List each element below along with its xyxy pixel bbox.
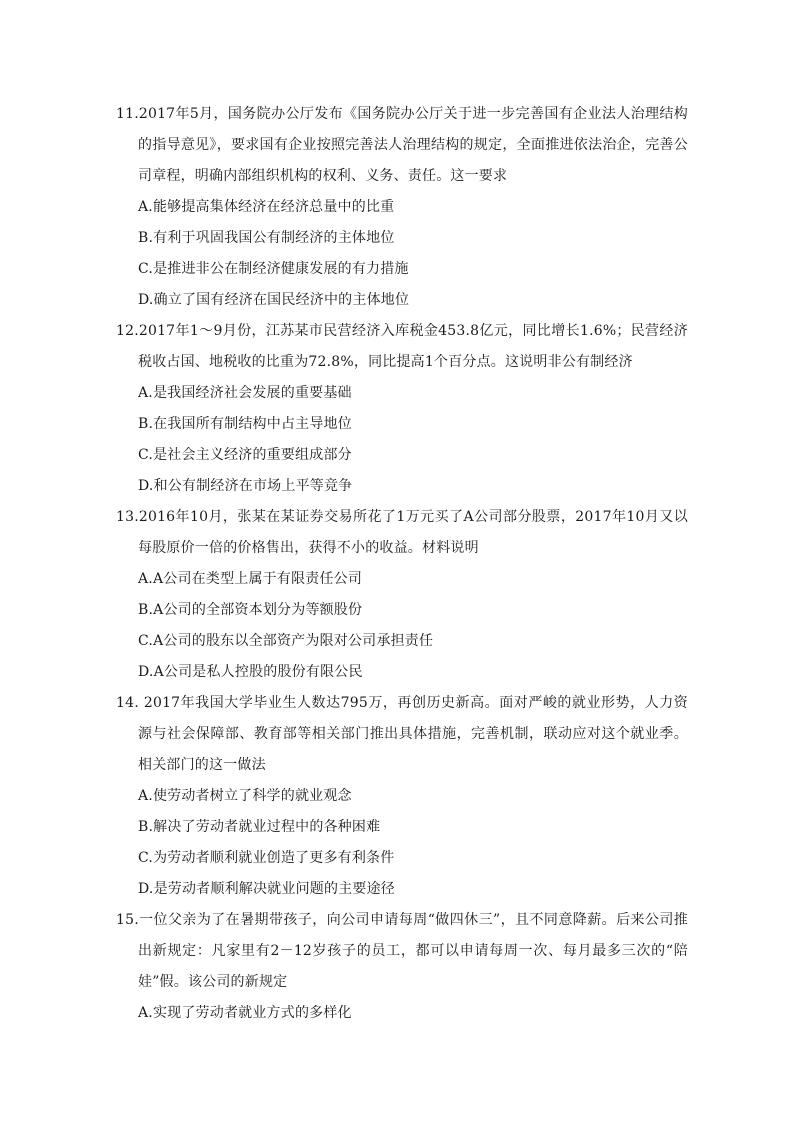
- option-list: [116, 998, 688, 1029]
- option-b: B.解决了劳动者就业过程中的各种困难: [138, 819, 381, 835]
- option-c: C.是社会主义经济的重要组成部分: [138, 447, 352, 463]
- option-c: C.是推进非公在制经济健康发展的有力措施: [138, 261, 409, 277]
- option-b: B.在我国所有制结构中占主导地位: [138, 416, 352, 432]
- question-list: [116, 99, 688, 1029]
- option-a: A.实现了劳动者就业方式的多样化: [138, 1005, 352, 1021]
- option-a: A.是我国经济社会发展的重要基础: [138, 385, 352, 401]
- option-b: B.有利于巩固我国公有制经济的主体地位: [138, 230, 395, 246]
- question-stem: 12.2017年1～9月份，江苏某市民营经济入库税金453.8亿元，同比增长1.6%；民营经济税收占国、地税收的比重为72.8%，同比提高1个百分点。这说明非公有制经济: [116, 323, 688, 370]
- question-13: [116, 502, 688, 688]
- option-list: [116, 781, 688, 905]
- option-d: D.确立了国有经济在国民经济中的主体地位: [138, 292, 410, 308]
- option-b: B.A公司的全部资本划分为等额股份: [138, 602, 363, 618]
- option-d: D.A公司是私人控股的股份有限公民: [138, 664, 363, 680]
- option-list: [116, 192, 688, 316]
- option-a: A.使劳动者树立了科学的就业观念: [138, 788, 352, 804]
- question-stem: 14. 2017年我国大学毕业生人数达795万，再创历史新高。面对严峻的就业形势，人力资源与社会保障部、教育部等相关部门推出具体措施，完善机制，联动应对这个就业季。相关部门的这一做法: [116, 695, 688, 773]
- question-14: [116, 688, 688, 905]
- question-12: [116, 316, 688, 502]
- question-stem: 11.2017年5月，国务院办公厅发布《国务院办公厅关于进一步完善国有企业法人治理结构的指导意见》，要求国有企业按照完善法人治理结构的规定，全面推进依法治企，完善公司章程，明确内部组织机构的权利、义务、责任。这一要求: [116, 106, 688, 184]
- option-c: C.A公司的股东以全部资产为限对公司承担责任: [138, 633, 434, 649]
- option-a: A.A公司在类型上属于有限责任公司: [138, 571, 363, 587]
- question-15: [116, 905, 688, 1029]
- question-11: [116, 99, 688, 316]
- option-d: D.和公有制经济在市场上平等竞争: [138, 478, 353, 494]
- option-d: D.是劳动者顺利解决就业问题的主要途径: [138, 881, 395, 897]
- option-a: A.能够提高集体经济在经济总量中的比重: [138, 199, 395, 215]
- question-stem: 15.一位父亲为了在暑期带孩子，向公司申请每周“做四休三”，且不同意降薪。后来公司推出新规定：凡家里有2－12岁孩子的员工，都可以申请每周一次、每月最多三次的“陪娃”假。该公司的新规定: [116, 912, 688, 990]
- question-stem: 13.2016年10月，张某在某证券交易所花了1万元买了A公司部分股票，2017年10月又以每股原价一倍的价格售出，获得不小的收益。材料说明: [116, 509, 688, 556]
- option-list: [116, 378, 688, 502]
- option-c: C.为劳动者顺利就业创造了更多有利条件: [138, 850, 395, 866]
- option-list: [116, 564, 688, 688]
